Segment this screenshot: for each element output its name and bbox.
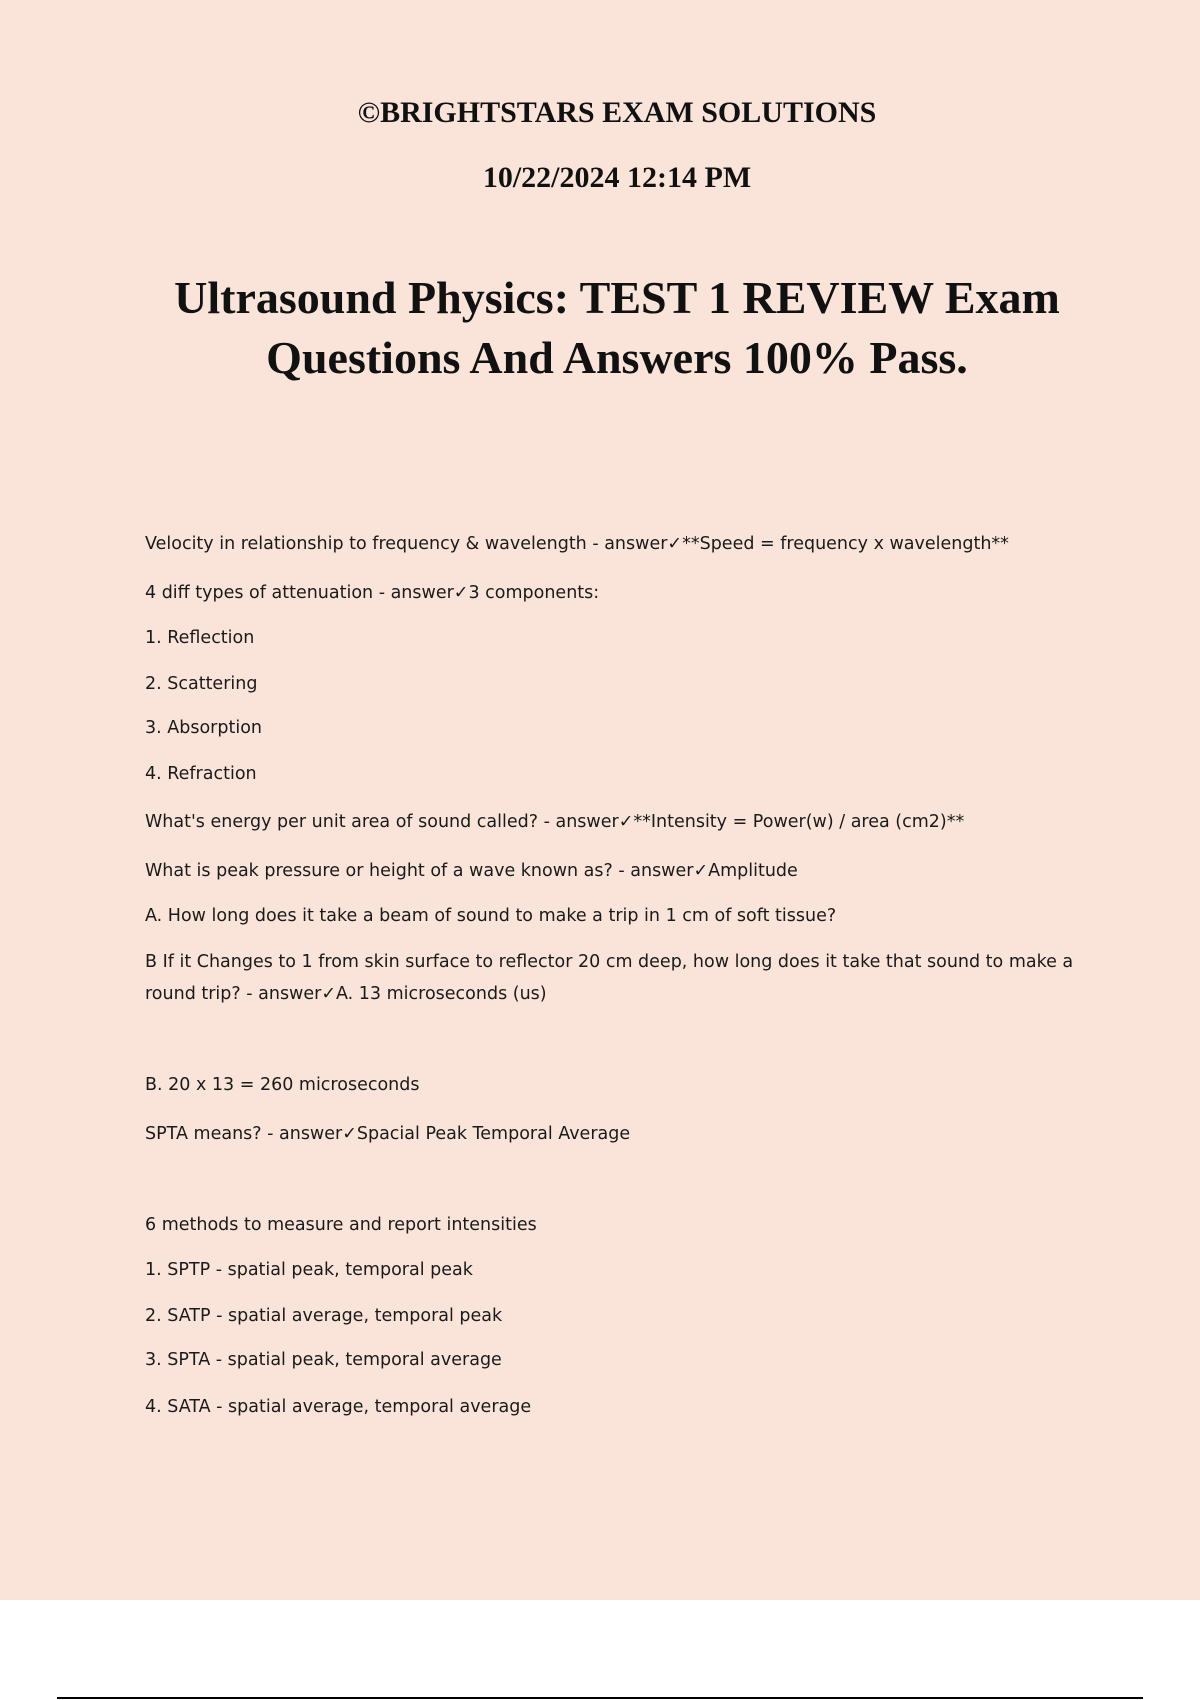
qa-line: B. 20 x 13 = 260 microseconds [145,1075,420,1095]
qa-line: What's energy per unit area of sound called? - answer✓**Intensity = Power(w) / area (cm2)** [145,812,965,832]
list-item: 1. Reflection [145,628,255,648]
qa-line: SPTA means? - answer✓Spacial Peak Temporal Average [145,1124,631,1144]
brand-header: ©BRIGHTSTARS EXAM SOLUTIONS [357,96,877,129]
document-title: Ultrasound Physics: TEST 1 REVIEW Exam Questions And Answers 100% Pass. [174,272,1060,383]
list-item: 3. SPTA - spatial peak, temporal average [145,1350,502,1370]
list-item: 4. Refraction [145,764,257,784]
header-datetime: 10/22/2024 12:14 PM [482,161,752,194]
qa-line: A. How long does it take a beam of sound to make a trip in 1 cm of soft tissue? [145,906,837,926]
qa-line: 6 methods to measure and report intensities [145,1215,537,1235]
list-item: 2. SATP - spatial average, temporal peak [145,1306,503,1326]
qa-line: 4 diff types of attenuation - answer✓3 components: [145,583,600,603]
footer-divider [57,1697,1143,1699]
list-item: 1. SPTP - spatial peak, temporal peak [145,1260,473,1280]
list-item: 2. Scattering [145,674,258,694]
qa-line: B If it Changes to 1 from skin surface to reflector 20 cm deep, how long does it take that sound to make a round trip? - answer✓A. 13 microseconds (us) [145,952,1074,1004]
qa-line: Velocity in relationship to frequency & wavelength - answer✓**Speed = frequency x wavelength** [145,534,1009,554]
qa-line: What is peak pressure or height of a wave known as? - answer✓Amplitude [145,861,798,881]
list-item: 4. SATA - spatial average, temporal average [145,1397,532,1417]
list-item: 3. Absorption [145,718,262,738]
